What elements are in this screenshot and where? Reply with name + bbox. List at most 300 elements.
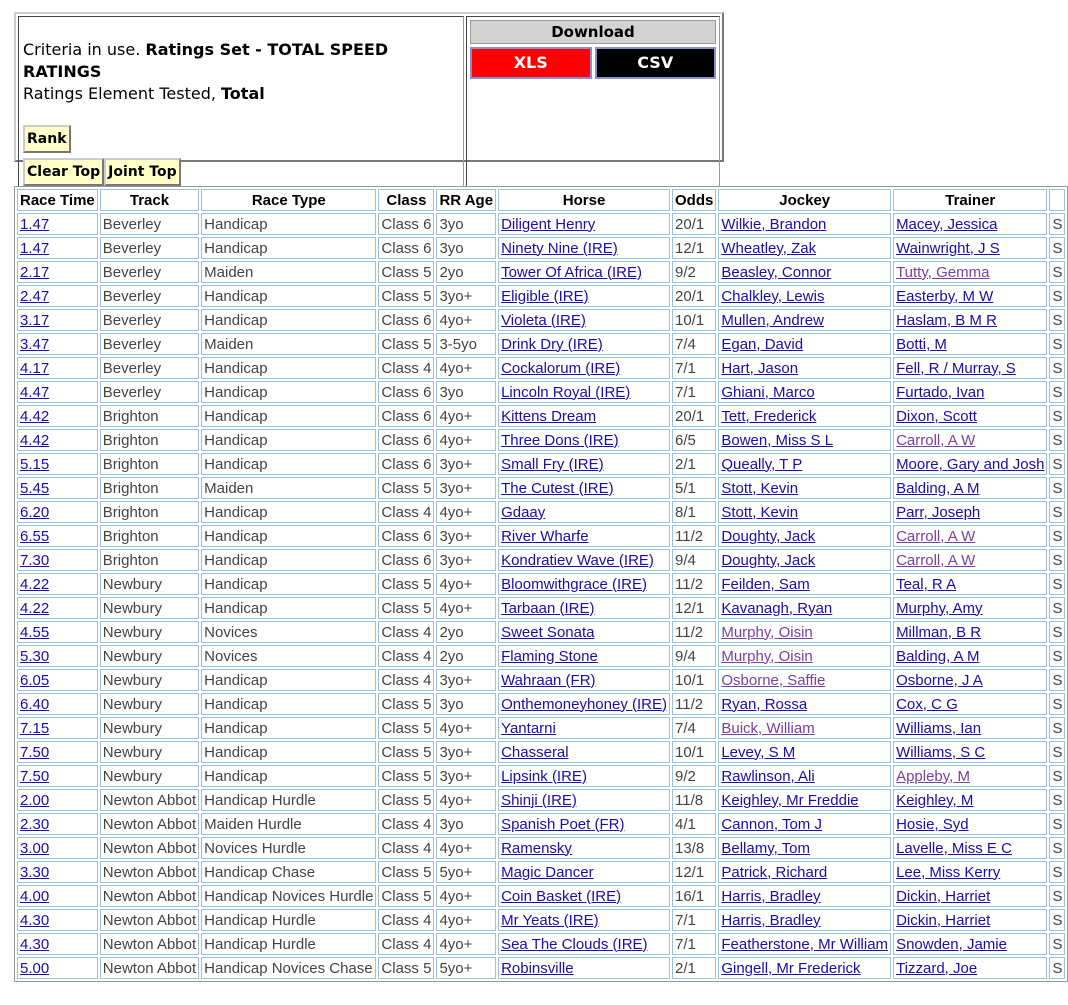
- rank-button[interactable]: Rank: [23, 125, 71, 153]
- race-time-cell: [17, 645, 98, 667]
- table-row: [17, 885, 1065, 907]
- race-time-cell: [17, 333, 98, 355]
- trainer-link[interactable]: Carroll, A W: [896, 431, 976, 449]
- trainer-cell: [893, 597, 1047, 619]
- rr-age-cell: 3-5yo: [436, 333, 496, 355]
- race-time-link[interactable]: 4.55: [20, 623, 50, 641]
- jockey-link[interactable]: Ghiani, Marco: [721, 383, 815, 401]
- extra-cell: S: [1049, 717, 1065, 739]
- rr-age-cell: 3yo+: [436, 477, 496, 499]
- csv-download-button[interactable]: CSV: [595, 47, 717, 79]
- odds-cell: 10/1: [672, 309, 716, 331]
- rr-age-cell: 3yo: [436, 237, 496, 259]
- jockey-link[interactable]: Queally, T P: [721, 455, 803, 473]
- jockey-link[interactable]: Osborne, Saffie: [721, 671, 826, 689]
- class-cell: Class 5: [378, 957, 434, 979]
- odds-cell: 7/1: [672, 381, 716, 403]
- horse-cell: [498, 285, 670, 307]
- extra-cell: S: [1049, 933, 1065, 955]
- class-cell: Class 4: [378, 933, 434, 955]
- trainer-link[interactable]: Moore, Gary and Josh: [896, 455, 1045, 473]
- race-type-cell: Handicap: [201, 429, 376, 451]
- column-header-horse[interactable]: Horse: [498, 189, 670, 211]
- trainer-cell: [893, 909, 1047, 931]
- jockey-cell: [718, 813, 891, 835]
- track-cell: Newbury: [100, 669, 199, 691]
- class-cell: Class 6: [378, 381, 434, 403]
- race-time-cell: [17, 573, 98, 595]
- rr-age-cell: 2yo: [436, 645, 496, 667]
- jockey-link[interactable]: Murphy, Oisin: [721, 647, 813, 665]
- track-cell: Newbury: [100, 573, 199, 595]
- race-time-link[interactable]: 4.22: [20, 599, 50, 617]
- table-row: [17, 909, 1065, 931]
- jockey-link[interactable]: Wheatley, Zak: [721, 239, 817, 257]
- table-row: [17, 525, 1065, 547]
- column-header-race-type[interactable]: Race Type: [201, 189, 376, 211]
- horse-link[interactable]: Shinji (IRE): [501, 791, 577, 809]
- horse-link[interactable]: Chasseral: [501, 743, 569, 761]
- rr-age-cell: 4yo+: [436, 597, 496, 619]
- trainer-link[interactable]: Millman, B R: [896, 623, 982, 641]
- table-row: [17, 477, 1065, 499]
- trainer-cell: [893, 333, 1047, 355]
- jockey-link[interactable]: Harris, Bradley: [721, 911, 821, 929]
- jockey-link[interactable]: Levey, S M: [721, 743, 796, 761]
- column-header-class[interactable]: Class: [378, 189, 434, 211]
- class-cell: Class 6: [378, 309, 434, 331]
- race-time-link[interactable]: 7.50: [20, 743, 50, 761]
- class-cell: Class 4: [378, 813, 434, 835]
- table-row: [17, 285, 1065, 307]
- odds-cell: 16/1: [672, 885, 716, 907]
- race-time-link[interactable]: 4.22: [20, 575, 50, 593]
- horse-link[interactable]: Drink Dry (IRE): [501, 335, 603, 353]
- jockey-link[interactable]: Harris, Bradley: [721, 887, 821, 905]
- download-cell: [466, 16, 720, 187]
- jockey-link[interactable]: Feilden, Sam: [721, 575, 810, 593]
- jockey-link[interactable]: Patrick, Richard: [721, 863, 828, 881]
- horse-cell: [498, 717, 670, 739]
- jockey-cell: [718, 213, 891, 235]
- jockey-link[interactable]: Tett, Frederick: [721, 407, 817, 425]
- jockey-link[interactable]: Doughty, Jack: [721, 527, 816, 545]
- trainer-link[interactable]: Wainwright, J S: [896, 239, 1000, 257]
- horse-cell: [498, 885, 670, 907]
- trainer-link[interactable]: Dickin, Harriet: [896, 887, 991, 905]
- jockey-cell: [718, 933, 891, 955]
- trainer-link[interactable]: Lavelle, Miss E C: [896, 839, 1012, 857]
- jockey-link[interactable]: Ryan, Rossa: [721, 695, 808, 713]
- race-type-cell: Handicap: [201, 717, 376, 739]
- horse-link[interactable]: Magic Dancer: [501, 863, 594, 881]
- trainer-link[interactable]: Keighley, M: [896, 791, 974, 809]
- jockey-cell: [718, 573, 891, 595]
- odds-cell: 10/1: [672, 741, 716, 763]
- jockey-link[interactable]: Chalkley, Lewis: [721, 287, 825, 305]
- odds-cell: 4/1: [672, 813, 716, 835]
- race-time-link[interactable]: 2.17: [20, 263, 50, 281]
- class-cell: Class 6: [378, 429, 434, 451]
- horse-link[interactable]: Mr Yeats (IRE): [501, 911, 599, 929]
- horse-link[interactable]: Gdaay: [501, 503, 546, 521]
- extra-cell: S: [1049, 861, 1065, 883]
- horse-link[interactable]: Sweet Sonata: [501, 623, 595, 641]
- jockey-link[interactable]: Bowen, Miss S L: [721, 431, 834, 449]
- track-cell: Brighton: [100, 429, 199, 451]
- race-time-link[interactable]: 4.42: [20, 407, 50, 425]
- race-type-cell: Handicap: [201, 357, 376, 379]
- table-row: [17, 549, 1065, 571]
- race-time-cell: [17, 765, 98, 787]
- horse-link[interactable]: Spanish Poet (FR): [501, 815, 625, 833]
- trainer-link[interactable]: Carroll, A W: [896, 551, 976, 569]
- horse-link[interactable]: Lincoln Royal (IRE): [501, 383, 631, 401]
- jockey-cell: [718, 549, 891, 571]
- table-row: [17, 789, 1065, 811]
- race-time-cell: [17, 213, 98, 235]
- column-header-rr-age[interactable]: RR Age: [436, 189, 496, 211]
- trainer-link[interactable]: Carroll, A W: [896, 527, 976, 545]
- rr-age-cell: 4yo+: [436, 909, 496, 931]
- race-time-link[interactable]: 5.15: [20, 455, 50, 473]
- results-table-wrapper: [14, 186, 1063, 982]
- jockey-link[interactable]: Stott, Kevin: [721, 503, 799, 521]
- race-time-link[interactable]: 4.17: [20, 359, 50, 377]
- jockey-link[interactable]: Hart, Jason: [721, 359, 799, 377]
- horse-link[interactable]: Small Fry (IRE): [501, 455, 604, 473]
- column-header-race-time[interactable]: Race Time: [17, 189, 98, 211]
- xls-download-button[interactable]: XLS: [470, 47, 592, 79]
- horse-cell: [498, 645, 670, 667]
- race-time-link[interactable]: 2.00: [20, 791, 50, 809]
- race-time-link[interactable]: 7.30: [20, 551, 50, 569]
- trainer-link[interactable]: Cox, C G: [896, 695, 958, 713]
- class-cell: Class 4: [378, 501, 434, 523]
- trainer-link[interactable]: Dickin, Harriet: [896, 911, 991, 929]
- jockey-cell: [718, 765, 891, 787]
- horse-link[interactable]: Wahraan (FR): [501, 671, 596, 689]
- race-time-cell: [17, 405, 98, 427]
- race-type-cell: Handicap: [201, 573, 376, 595]
- trainer-link[interactable]: Fell, R / Murray, S: [896, 359, 1016, 377]
- track-cell: Beverley: [100, 213, 199, 235]
- jockey-link[interactable]: Stott, Kevin: [721, 479, 799, 497]
- race-type-cell: Handicap: [201, 405, 376, 427]
- track-cell: Brighton: [100, 405, 199, 427]
- race-time-link[interactable]: 4.30: [20, 935, 50, 953]
- trainer-cell: [893, 957, 1047, 979]
- race-time-cell: [17, 741, 98, 763]
- jockey-link[interactable]: Cannon, Tom J: [721, 815, 822, 833]
- class-cell: Class 6: [378, 405, 434, 427]
- horse-cell: [498, 621, 670, 643]
- race-type-cell: Handicap: [201, 285, 376, 307]
- race-time-link[interactable]: 2.47: [20, 287, 50, 305]
- odds-cell: 7/1: [672, 909, 716, 931]
- table-row: [17, 717, 1065, 739]
- horse-cell: [498, 429, 670, 451]
- race-type-cell: Handicap: [201, 525, 376, 547]
- horse-link[interactable]: Cockalorum (IRE): [501, 359, 621, 377]
- rr-age-cell: 4yo+: [436, 837, 496, 859]
- race-type-cell: Maiden: [201, 333, 376, 355]
- odds-cell: 11/2: [672, 573, 716, 595]
- jockey-link[interactable]: Kavanagh, Ryan: [721, 599, 833, 617]
- horse-link[interactable]: Coin Basket (IRE): [501, 887, 622, 905]
- trainer-cell: [893, 357, 1047, 379]
- rr-age-cell: 4yo+: [436, 501, 496, 523]
- horse-link[interactable]: Yantarni: [501, 719, 556, 737]
- race-time-link[interactable]: 6.55: [20, 527, 50, 545]
- trainer-cell: [893, 885, 1047, 907]
- track-cell: Beverley: [100, 237, 199, 259]
- rr-age-cell: 4yo+: [436, 933, 496, 955]
- horse-link[interactable]: Ramensky: [501, 839, 572, 857]
- horse-cell: [498, 909, 670, 931]
- table-row: [17, 693, 1065, 715]
- extra-cell: S: [1049, 885, 1065, 907]
- race-time-link[interactable]: 3.30: [20, 863, 50, 881]
- jockey-link[interactable]: Buick, William: [721, 719, 815, 737]
- horse-cell: [498, 381, 670, 403]
- column-header-odds[interactable]: Odds: [672, 189, 716, 211]
- track-cell: Newbury: [100, 741, 199, 763]
- trainer-link[interactable]: Tizzard, Joe: [896, 959, 978, 977]
- extra-cell: S: [1049, 669, 1065, 691]
- jockey-link[interactable]: Egan, David: [721, 335, 804, 353]
- jockey-link[interactable]: Rawlinson, Ali: [721, 767, 815, 785]
- race-type-cell: Handicap: [201, 765, 376, 787]
- jockey-cell: [718, 837, 891, 859]
- table-row: [17, 813, 1065, 835]
- horse-link[interactable]: Sea The Clouds (IRE): [501, 935, 648, 953]
- extra-cell: S: [1049, 837, 1065, 859]
- race-time-link[interactable]: 5.45: [20, 479, 50, 497]
- header-row: [17, 189, 1065, 211]
- odds-cell: 9/2: [672, 261, 716, 283]
- class-cell: Class 4: [378, 669, 434, 691]
- trainer-link[interactable]: Osborne, J A: [896, 671, 983, 689]
- results-table: [14, 186, 1068, 982]
- horse-link[interactable]: Robinsville: [501, 959, 574, 977]
- race-time-link[interactable]: 4.30: [20, 911, 50, 929]
- class-cell: Class 5: [378, 285, 434, 307]
- trainer-link[interactable]: Botti, M: [896, 335, 947, 353]
- trainer-link[interactable]: Snowden, Jamie: [896, 935, 1007, 953]
- track-cell: Brighton: [100, 477, 199, 499]
- trainer-link[interactable]: Balding, A M: [896, 647, 980, 665]
- trainer-link[interactable]: Haslam, B M R: [896, 311, 997, 329]
- horse-link[interactable]: Three Dons (IRE): [501, 431, 619, 449]
- race-type-cell: Handicap Hurdle: [201, 909, 376, 931]
- race-time-link[interactable]: 3.00: [20, 839, 50, 857]
- horse-cell: [498, 693, 670, 715]
- odds-cell: 11/2: [672, 525, 716, 547]
- track-cell: Newton Abbot: [100, 789, 199, 811]
- table-row: [17, 213, 1065, 235]
- horse-link[interactable]: Tower Of Africa (IRE): [501, 263, 642, 281]
- rr-age-cell: 4yo+: [436, 789, 496, 811]
- race-time-link[interactable]: 3.17: [20, 311, 50, 329]
- horse-link[interactable]: Flaming Stone: [501, 647, 598, 665]
- trainer-link[interactable]: Parr, Joseph: [896, 503, 981, 521]
- jockey-cell: [718, 405, 891, 427]
- race-time-cell: [17, 429, 98, 451]
- jockey-cell: [718, 789, 891, 811]
- horse-link[interactable]: Kondratiev Wave (IRE): [501, 551, 654, 569]
- trainer-link[interactable]: Balding, A M: [896, 479, 980, 497]
- extra-cell: S: [1049, 789, 1065, 811]
- trainer-cell: [893, 765, 1047, 787]
- race-time-link[interactable]: 1.47: [20, 215, 50, 233]
- race-time-link[interactable]: 3.47: [20, 335, 50, 353]
- trainer-cell: [893, 669, 1047, 691]
- column-header-track[interactable]: Track: [100, 189, 199, 211]
- trainer-link[interactable]: Appleby, M: [896, 767, 970, 785]
- extra-cell: S: [1049, 213, 1065, 235]
- table-row: [17, 501, 1065, 523]
- rr-age-cell: 3yo: [436, 381, 496, 403]
- jockey-link[interactable]: Beasley, Connor: [721, 263, 832, 281]
- trainer-link[interactable]: Furtado, Ivan: [896, 383, 985, 401]
- table-row: [17, 741, 1065, 763]
- criteria-prefix: Criteria in use.: [23, 40, 146, 59]
- table-row: [17, 597, 1065, 619]
- track-cell: Beverley: [100, 357, 199, 379]
- race-time-link[interactable]: 7.50: [20, 767, 50, 785]
- race-time-cell: [17, 597, 98, 619]
- joint-top-button[interactable]: Joint Top: [104, 158, 181, 186]
- column-header-extra[interactable]: [1049, 189, 1065, 211]
- rr-age-cell: 3yo+: [436, 453, 496, 475]
- table-row: [17, 645, 1065, 667]
- column-header-trainer[interactable]: Trainer: [893, 189, 1047, 211]
- trainer-link[interactable]: Dixon, Scott: [896, 407, 977, 425]
- horse-cell: [498, 525, 670, 547]
- track-cell: Newbury: [100, 693, 199, 715]
- jockey-cell: [718, 741, 891, 763]
- horse-link[interactable]: Tarbaan (IRE): [501, 599, 595, 617]
- trainer-cell: [893, 501, 1047, 523]
- trainer-link[interactable]: Teal, R A: [896, 575, 957, 593]
- horse-link[interactable]: Kittens Dream: [501, 407, 597, 425]
- horse-link[interactable]: Lipsink (IRE): [501, 767, 587, 785]
- rr-age-cell: 4yo+: [436, 885, 496, 907]
- trainer-link[interactable]: Williams, S C: [896, 743, 986, 761]
- horse-link[interactable]: Violeta (IRE): [501, 311, 586, 329]
- extra-cell: S: [1049, 501, 1065, 523]
- odds-cell: 12/1: [672, 861, 716, 883]
- odds-cell: 11/2: [672, 621, 716, 643]
- class-cell: Class 6: [378, 549, 434, 571]
- jockey-link[interactable]: Doughty, Jack: [721, 551, 816, 569]
- race-time-link[interactable]: 5.00: [20, 959, 50, 977]
- class-cell: Class 5: [378, 885, 434, 907]
- jockey-cell: [718, 597, 891, 619]
- race-time-link[interactable]: 5.30: [20, 647, 50, 665]
- jockey-link[interactable]: Wilkie, Brandon: [721, 215, 827, 233]
- class-cell: Class 6: [378, 213, 434, 235]
- jockey-cell: [718, 237, 891, 259]
- trainer-link[interactable]: Hosie, Syd: [896, 815, 969, 833]
- horse-cell: [498, 333, 670, 355]
- trainer-link[interactable]: Murphy, Amy: [896, 599, 983, 617]
- race-time-cell: [17, 237, 98, 259]
- horse-link[interactable]: Diligent Henry: [501, 215, 596, 233]
- column-header-jockey[interactable]: Jockey: [718, 189, 891, 211]
- odds-cell: 9/4: [672, 645, 716, 667]
- extra-cell: S: [1049, 741, 1065, 763]
- extra-cell: S: [1049, 525, 1065, 547]
- jockey-cell: [718, 669, 891, 691]
- jockey-link[interactable]: Featherstone, Mr William: [721, 935, 889, 953]
- track-cell: Newbury: [100, 621, 199, 643]
- horse-link[interactable]: Ninety Nine (IRE): [501, 239, 618, 257]
- race-time-link[interactable]: 7.15: [20, 719, 50, 737]
- race-time-cell: [17, 693, 98, 715]
- trainer-cell: [893, 285, 1047, 307]
- odds-cell: 2/1: [672, 957, 716, 979]
- trainer-link[interactable]: Williams, Ian: [896, 719, 982, 737]
- trainer-link[interactable]: Macey, Jessica: [896, 215, 998, 233]
- table-row: [17, 453, 1065, 475]
- trainer-cell: [893, 381, 1047, 403]
- horse-link[interactable]: River Wharfe: [501, 527, 589, 545]
- horse-link[interactable]: Onthemoneyhoney (IRE): [501, 695, 667, 713]
- horse-link[interactable]: Eligible (IRE): [501, 287, 589, 305]
- trainer-cell: [893, 645, 1047, 667]
- trainer-cell: [893, 309, 1047, 331]
- horse-link[interactable]: Bloomwithgrace (IRE): [501, 575, 647, 593]
- rr-age-cell: 5yo+: [436, 861, 496, 883]
- element-prefix: Ratings Element Tested,: [23, 84, 222, 103]
- race-time-link[interactable]: 2.30: [20, 815, 50, 833]
- horse-cell: [498, 669, 670, 691]
- extra-cell: S: [1049, 597, 1065, 619]
- odds-cell: 9/4: [672, 549, 716, 571]
- horse-link[interactable]: The Cutest (IRE): [501, 479, 614, 497]
- trainer-cell: [893, 813, 1047, 835]
- horse-cell: [498, 813, 670, 835]
- jockey-link[interactable]: Keighley, Mr Freddie: [721, 791, 859, 809]
- track-cell: Beverley: [100, 309, 199, 331]
- jockey-link[interactable]: Gingell, Mr Frederick: [721, 959, 861, 977]
- race-type-cell: Handicap: [201, 453, 376, 475]
- race-time-link[interactable]: 6.40: [20, 695, 50, 713]
- race-time-link[interactable]: 4.47: [20, 383, 50, 401]
- jockey-link[interactable]: Murphy, Oisin: [721, 623, 813, 641]
- trainer-link[interactable]: Lee, Miss Kerry: [896, 863, 1001, 881]
- horse-cell: [498, 861, 670, 883]
- race-time-link[interactable]: 6.05: [20, 671, 50, 689]
- race-time-link[interactable]: 4.00: [20, 887, 50, 905]
- table-row: [17, 765, 1065, 787]
- jockey-link[interactable]: Mullen, Andrew: [721, 311, 824, 329]
- race-type-cell: Handicap: [201, 693, 376, 715]
- race-time-link[interactable]: 4.42: [20, 431, 50, 449]
- odds-cell: 9/2: [672, 765, 716, 787]
- rr-age-cell: 4yo+: [436, 717, 496, 739]
- trainer-link[interactable]: Easterby, M W: [896, 287, 994, 305]
- race-time-link[interactable]: 1.47: [20, 239, 50, 257]
- trainer-link[interactable]: Tutty, Gemma: [896, 263, 990, 281]
- rr-age-cell: 3yo+: [436, 549, 496, 571]
- horse-cell: [498, 213, 670, 235]
- clear-top-button[interactable]: Clear Top: [23, 158, 104, 186]
- race-time-link[interactable]: 6.20: [20, 503, 50, 521]
- jockey-link[interactable]: Bellamy, Tom: [721, 839, 810, 857]
